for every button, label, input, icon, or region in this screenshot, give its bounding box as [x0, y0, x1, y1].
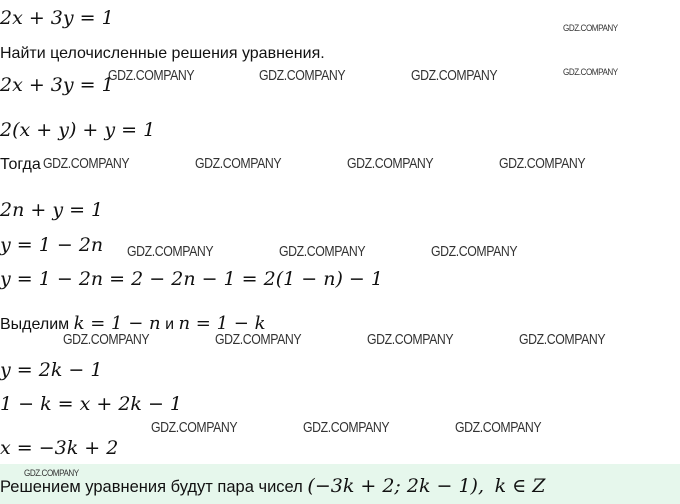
watermark: GDZ.COMPANY [455, 419, 542, 436]
equation-5: y = 1 − 2n = 2 − 2n − 1 = 2(1 − n) − 1 [0, 268, 383, 290]
watermark: GDZ.COMPANY [127, 243, 214, 260]
answer-line [0, 474, 545, 499]
answer-condition: k ∈ Z [494, 475, 546, 497]
then-label: Тогда [0, 156, 41, 173]
watermark: GDZ.COMPANY [411, 67, 498, 84]
watermark: GDZ.COMPANY [108, 67, 195, 84]
and-label: и [165, 316, 175, 333]
watermark: GDZ.COMPANY [43, 155, 130, 172]
task-statement: Найти целочисленные решения уравнения. [0, 45, 325, 62]
answer-pair: (−3k + 2; 2k − 1), [307, 475, 485, 497]
substitution-line [0, 314, 265, 335]
answer-label: Решением уравнения будут пара чисел [0, 478, 303, 496]
watermark: GDZ.COMPANY [563, 23, 618, 33]
watermark: GDZ.COMPANY [24, 468, 79, 478]
substitution-k: k = 1 − n [73, 313, 161, 334]
equation-8: x = −3k + 2 [0, 437, 119, 459]
watermark: GDZ.COMPANY [519, 331, 606, 348]
watermark: GDZ.COMPANY [215, 331, 302, 348]
select-label: Выделим [0, 316, 70, 333]
equation-6: y = 2k − 1 [0, 359, 103, 381]
watermark: GDZ.COMPANY [499, 155, 586, 172]
equation-1: 2x + 3y = 1 [0, 74, 114, 96]
substitution-n: n = 1 − k [178, 313, 266, 334]
watermark: GDZ.COMPANY [151, 419, 238, 436]
equation-2: 2(x + y) + y = 1 [0, 119, 156, 141]
watermark: GDZ.COMPANY [279, 243, 366, 260]
watermark: GDZ.COMPANY [195, 155, 282, 172]
watermark: GDZ.COMPANY [431, 243, 518, 260]
watermark: GDZ.COMPANY [63, 331, 150, 348]
watermark: GDZ.COMPANY [367, 331, 454, 348]
equation-4: y = 1 − 2n [0, 234, 104, 256]
watermark: GDZ.COMPANY [303, 419, 390, 436]
watermark: GDZ.COMPANY [563, 67, 618, 77]
watermark: GDZ.COMPANY [347, 155, 434, 172]
equation-3: 2n + y = 1 [0, 199, 104, 221]
equation-7: 1 − k = x + 2k − 1 [0, 393, 183, 415]
heading-equation: 2x + 3y = 1 [0, 7, 114, 29]
watermark: GDZ.COMPANY [259, 67, 346, 84]
